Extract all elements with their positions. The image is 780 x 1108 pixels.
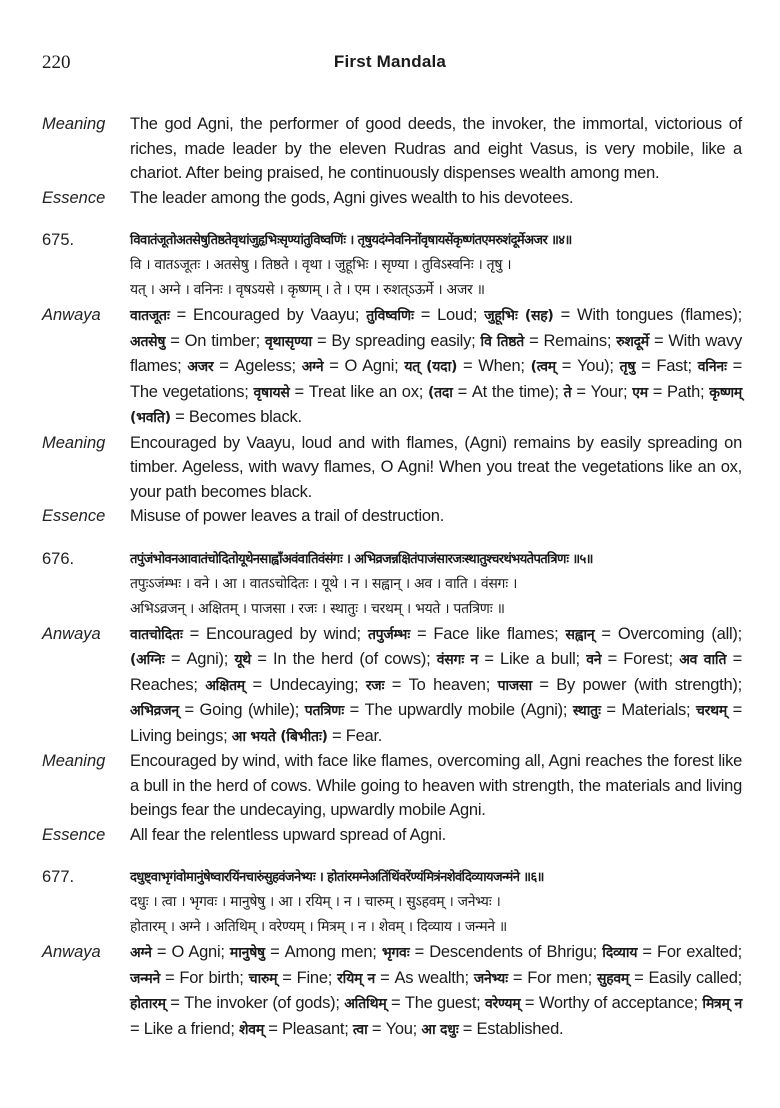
anwaya-term: अक्षितम् [205, 677, 245, 694]
anwaya-gloss: = Face like flames; [409, 624, 566, 643]
verse-text [130, 865, 742, 940]
anwaya-gloss: = Your; [571, 382, 633, 401]
meaning-text: The god Agni, the performer of good deeds, the invoker, the immortal, victorious of riches, made leader by the eleven Rudras and eight Vasus, is very mobile, like a chariot. After being praised, he continuously dispenses wealth among men. [130, 115, 742, 182]
section-label: Meaning [42, 433, 106, 452]
anwaya-term: वि तिष्ठते [480, 333, 525, 350]
anwaya-term: वरेण्यम् [485, 996, 521, 1012]
section-label: Essence [42, 825, 106, 844]
anwaya-text [130, 303, 742, 431]
anwaya-gloss: = For men; [507, 968, 597, 987]
anwaya-term: पतत्रिणः [304, 703, 344, 719]
anwaya-gloss: = Agni); [164, 650, 235, 668]
pada-line-2: यत् । अग्ने । वनिनः । वृषऽयसे । कृष्णम् । ते । एम । रुशत्ऽऊर्मे । अजर ॥ [130, 282, 485, 298]
anwaya-gloss: = Descendents of Bhrigu; [409, 943, 603, 961]
anwaya-gloss: = Becomes black. [170, 408, 302, 426]
anwaya-gloss: = With wavy flames; [130, 331, 742, 375]
section-label: Essence [42, 188, 106, 207]
essence-text: All fear the relentless upward spread of Agni. [130, 825, 446, 844]
anwaya-term: मानुषेषु [229, 945, 265, 961]
meaning-text: Encouraged by Vaayu, loud and with flames, (Agni) remains by easily spreading on timber. Ageless, with wavy flames, O Agni! When you treat the vegetations like an ox, your path becomes black. [130, 433, 742, 501]
anwaya-gloss: = At the time); [452, 382, 564, 401]
anwaya-gloss: = Among men; [264, 943, 382, 961]
pada-line-2: अभिऽव्रजन् । अक्षितम् । पाजसा । रजः । स्थातुः । चरथम् । भयते । पतत्रिणः ॥ [130, 600, 505, 617]
anwaya-gloss: = O Agni; [151, 943, 230, 961]
samhita-line: विवातंजूतोअतसेषुतिष्ठतेवृथांजुहृभिःसृण्यांतुविष्वणिंः । तृषुयदंग्नेवनिनोंवृषायसेंकृष्णंतएमरुशंदूर्मेअजर ॥४॥ [130, 233, 572, 248]
verse-number: 676. [42, 549, 75, 568]
anwaya-term: वातचोदितः [130, 626, 183, 643]
anwaya-text [130, 622, 742, 750]
anwaya-gloss: = Undecaying; [244, 675, 366, 694]
anwaya-gloss: = Easily called; [629, 968, 742, 987]
anwaya-term: जुहूभिः (सह) [484, 308, 554, 324]
page-content [42, 112, 742, 1042]
anwaya-term: पाजसा [497, 677, 532, 694]
anwaya-term: ते [563, 384, 572, 401]
anwaya-gloss: = Fast; [635, 357, 698, 375]
essence-text: Misuse of power leaves a trail of destruction. [130, 507, 445, 525]
anwaya-gloss: = By spreading easily; [311, 331, 481, 350]
anwaya-term: भृगवः [381, 945, 410, 961]
anwaya-term: यत् (यदा) [404, 359, 458, 375]
anwaya-term: वनिनः [697, 359, 727, 375]
anwaya-gloss: = Ageless; [213, 357, 302, 375]
section-label: Essence [42, 507, 106, 525]
verse-677 [42, 865, 742, 1042]
anwaya-gloss: = The guest; [386, 994, 486, 1012]
anwaya-gloss: = Reaches; [130, 650, 742, 694]
anwaya-gloss: = You; [367, 1019, 422, 1038]
anwaya-term: शेवम् [239, 1021, 264, 1038]
anwaya-term: जनेभ्यः [473, 970, 508, 987]
anwaya-term: आ भयते (बिभीतः) [231, 728, 328, 745]
anwaya-gloss: = Fear. [327, 726, 383, 745]
page-header [42, 52, 738, 82]
anwaya-gloss: = Path; [647, 382, 710, 401]
anwaya-term: वातजूतः [130, 308, 170, 324]
anwaya-gloss: = O Agni; [323, 357, 405, 375]
pada-line-1: दधुः । त्वा । भृगवः । मानुषेषु । आ । रयिम् । न । चारुम् । सुऽहवम् । जनेभ्यः । [130, 894, 501, 910]
section-label: Meaning [42, 752, 106, 770]
anwaya-term: अभिव्रजन् [130, 703, 179, 719]
anwaya-term: रयिम् न [337, 970, 376, 987]
anwaya-gloss: = In the herd (of cows); [251, 650, 437, 668]
anwaya-gloss: = Like a bull; [478, 650, 587, 668]
meaning-text: Encouraged by wind, with face like flames, overcoming all, Agni reaches the forest like a bull in the herd of cows. While going to heaven with strength, the materials and living beings fear the undecaying, upwardly mobile Agni. [130, 752, 742, 819]
anwaya-gloss: = Overcoming (all); [594, 624, 742, 643]
anwaya-gloss: = Established. [458, 1019, 564, 1038]
samhita-line: तपुंजंभोवनआवातंचोदितोयूथेनसाह्वाँअवंवातिवंसंगः । अभिव्रजन्नक्षितंपाजंसारजःस्थातुश्चरथंभयतेपतत्रिणः ॥५॥ [130, 551, 593, 567]
anwaya-gloss: = Fine; [277, 968, 338, 987]
anwaya-term: वने [586, 652, 602, 668]
anwaya-term: तृषु [619, 359, 636, 375]
anwaya-gloss: = You); [555, 357, 620, 375]
anwaya-term: जन्मने [130, 970, 160, 987]
anwaya-gloss: = For birth; [159, 968, 249, 987]
anwaya-gloss: = Living beings; [130, 701, 742, 745]
anwaya-gloss: = Encouraged by wind; [182, 624, 368, 643]
verse-number: 675. [42, 231, 75, 249]
anwaya-gloss: = As wealth; [375, 968, 474, 987]
page-number: 220 [42, 52, 71, 73]
anwaya-term: वृषायसे [253, 384, 290, 401]
anwaya-term: एम [632, 384, 648, 401]
samhita-line: दधुष्ट्वाभृगंवोमानुंषेष्वारयिंनचारुंसुहवंजनेभ्यः । होतांरमग्नेअतिंथिंवरेंण्यंमित्रंनशेवंदिव्यायजन्मंने ॥६॥ [130, 870, 544, 885]
anwaya-term: आ दधुः [421, 1021, 459, 1038]
essence-text: The leader among the gods, Agni gives wealth to his devotees. [130, 188, 574, 207]
anwaya-term: (अग्निः [130, 652, 165, 668]
anwaya-gloss: = Like a friend; [130, 1019, 240, 1038]
anwaya-term: चारुम् [248, 970, 278, 987]
intro-meaning [42, 112, 742, 186]
anwaya-gloss: = On timber; [165, 331, 265, 350]
anwaya-gloss: = Forest; [601, 650, 680, 668]
anwaya-text [130, 940, 742, 1042]
anwaya-term: रजः [365, 677, 385, 694]
anwaya-gloss: = The upwardly mobile (Agni); [344, 701, 573, 719]
verse-675 [42, 228, 742, 529]
anwaya-gloss: = Loud; [413, 306, 485, 324]
anwaya-term: रुशदूर्मे [616, 333, 649, 350]
anwaya-gloss: = Encouraged by Vaayu; [169, 306, 367, 324]
anwaya-term: अग्ने [130, 945, 152, 961]
anwaya-term: अतिथिम् [344, 996, 387, 1012]
anwaya-gloss: = Pleasant; [263, 1019, 353, 1038]
anwaya-term: वंसगः न [436, 652, 479, 668]
verse-text [130, 228, 742, 303]
anwaya-gloss: = Materials; [600, 701, 697, 719]
anwaya-gloss: = Remains; [524, 331, 617, 350]
anwaya-term: (त्वम् [530, 359, 556, 375]
anwaya-gloss: = For exalted; [637, 943, 742, 961]
verse-676 [42, 547, 742, 848]
pada-line-1: वि । वातऽजूतः । अतसेषु । तिष्ठते । वृथा । जुहूभिः । सृण्या । तुविऽस्वनिः । तृषु । [130, 257, 512, 273]
pada-line-1: तपुःऽजंम्भः । वने । आ । वातऽचोदितः । यूथे । न । सह्वान् । अव । वाति । वंसगः । [130, 575, 518, 592]
anwaya-term: तुविष्वणिः [366, 308, 414, 324]
anwaya-term: मित्रम् न [702, 996, 742, 1012]
verse-number: 677. [42, 868, 75, 886]
section-label: Meaning [42, 115, 106, 133]
anwaya-term: स्थातुः [572, 703, 601, 719]
anwaya-gloss: = Going (while); [178, 701, 305, 719]
anwaya-gloss: = When; [457, 357, 531, 375]
anwaya-term: (तदा [427, 384, 453, 401]
anwaya-gloss: = By power (with strength); [531, 675, 742, 694]
anwaya-term: अतसेषु [130, 333, 166, 350]
section-label: Anwaya [42, 943, 101, 961]
anwaya-gloss: = The vegetations; [130, 357, 743, 401]
anwaya-term: दिव्याय [602, 945, 638, 961]
anwaya-term: होतारम् [130, 996, 166, 1012]
anwaya-term: अव वाति [679, 652, 727, 668]
anwaya-term: कृष्णम् (भवति) [130, 384, 743, 426]
anwaya-gloss: = To heaven; [384, 675, 498, 694]
section-label: Anwaya [42, 624, 101, 643]
anwaya-term: चरथम् [696, 703, 727, 719]
anwaya-term: सुहवम् [597, 970, 630, 987]
anwaya-gloss: = The invoker (of gods); [165, 994, 345, 1012]
anwaya-gloss: = Worthy of acceptance; [520, 994, 703, 1012]
anwaya-term: वृथासृण्या [264, 333, 312, 350]
anwaya-term: सह्वान् [565, 626, 595, 643]
pada-line-2: होतारम् । अग्ने । अतिथिम् । वरेण्यम् । मित्रम् । न । शेवम् । दिव्याय । जन्मने ॥ [130, 919, 507, 935]
anwaya-gloss: = With tongues (flames); [553, 306, 742, 324]
section-label: Anwaya [42, 306, 101, 324]
anwaya-term: यूथे [234, 652, 252, 668]
verse-text [130, 547, 742, 622]
anwaya-term: तपुर्जम्भः [367, 626, 410, 643]
intro-essence [42, 186, 742, 211]
anwaya-term: अग्ने [301, 359, 324, 375]
anwaya-term: अजर [187, 359, 214, 375]
anwaya-gloss: = Treat like an ox; [289, 382, 428, 401]
running-title: First Mandala [333, 52, 447, 71]
anwaya-term: त्वा [352, 1021, 368, 1038]
